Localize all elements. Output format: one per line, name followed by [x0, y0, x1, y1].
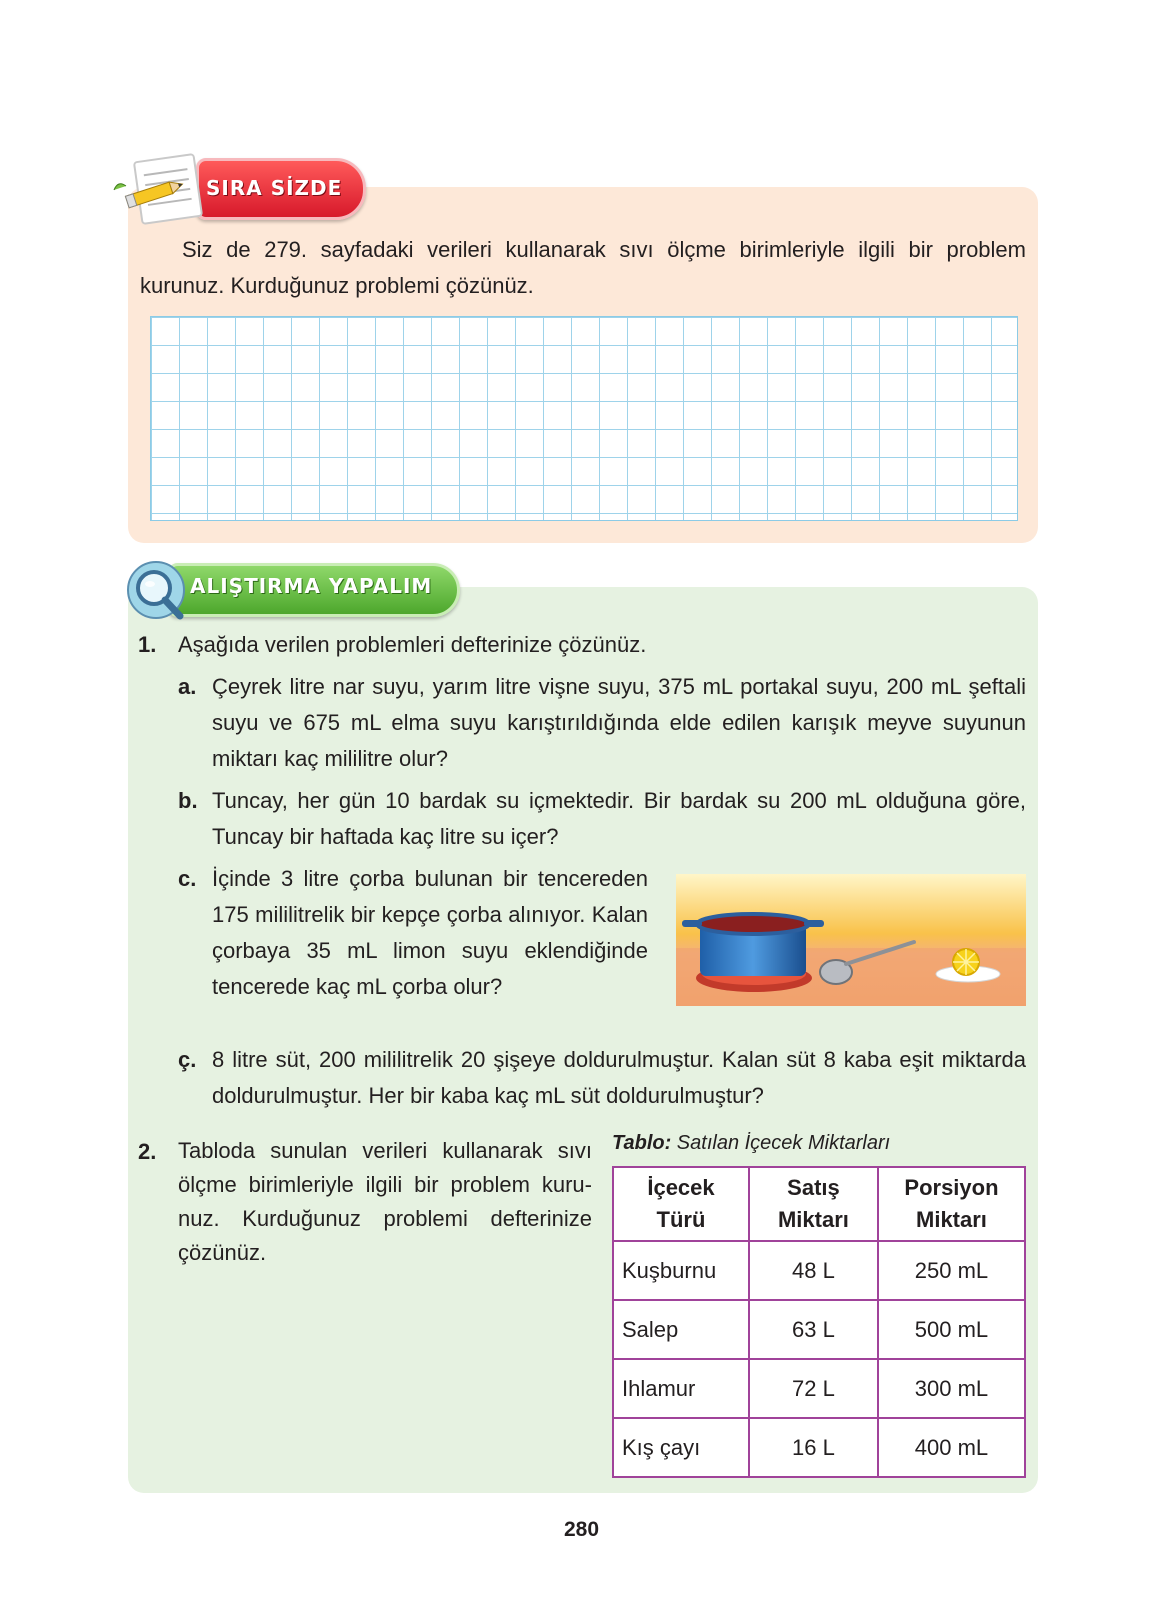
header-line: Satış: [787, 1175, 840, 1200]
page-number: 280: [563, 1518, 600, 1541]
header-line: Porsiyon: [904, 1175, 999, 1200]
header-line: Miktarı: [916, 1207, 987, 1232]
q1-text: Aşağıda verilen problemleri defterinize çözünüz.: [178, 632, 647, 657]
q1-number: 1.: [138, 632, 157, 657]
q1c-text: İçinde 3 litre çorba bulunan bir tencereden 175 mililitrelik bir kepçe çorba alınıyor. Kalan çorbaya 35 mL limon suyu eklendiğinde tencerede kaç mL çorba olur?: [212, 866, 648, 999]
cell-drink: Salep: [613, 1300, 749, 1359]
cell-portion: 250 mL: [878, 1241, 1025, 1300]
cell-sales: 16 L: [749, 1418, 878, 1477]
table-row: [613, 1241, 1025, 1300]
q1a-letter: a.: [178, 674, 197, 699]
table-row: [613, 1359, 1025, 1418]
cell-drink: Ihlamur: [613, 1359, 749, 1418]
table-row: [613, 1418, 1025, 1477]
table-caption-title: Satılan İçecek Miktarları: [671, 1132, 891, 1154]
cell-sales: 63 L: [749, 1300, 878, 1359]
drink-sales-table: [612, 1166, 1026, 1478]
cell-portion: 300 mL: [878, 1359, 1025, 1418]
pencil-notepad-icon: [112, 150, 208, 228]
cell-portion: 500 mL: [878, 1300, 1025, 1359]
magnifier-icon: [120, 556, 192, 626]
q1c2-letter: ç.: [178, 1047, 197, 1072]
table-caption: [612, 1132, 890, 1155]
cell-drink: Kış çayı: [613, 1418, 749, 1477]
header-line: Türü: [656, 1207, 706, 1232]
cell-sales: 72 L: [749, 1359, 878, 1418]
header-icecek-turu: [613, 1167, 749, 1241]
table-header-row: [613, 1167, 1025, 1241]
sira-sizde-text: Siz de 279. sayfadaki verileri kullanarak sıvı ölçme birimleriyle ilgili bir problem kurunuz. Kurduğunuz problemi çözünüz.: [140, 237, 1026, 298]
alistirma-label: ALIŞTIRMA YAPALIM: [190, 574, 433, 598]
q2-text: Tabloda sunulan verileri kullanarak sıvı ölçme birimleriyle ilgili bir problem kurunuz. Kurduğunuz problemi defterinize çözünüz.: [178, 1138, 592, 1265]
q1c2-text: 8 litre süt, 200 mililitrelik 20 şişeye doldurulmuştur. Kalan süt 8 kaba eşit miktarda doldurulmuştur. Her bir kaba kaç mL süt doldurulmuştur?: [212, 1047, 1026, 1108]
cell-portion: 400 mL: [878, 1418, 1025, 1477]
answer-grid[interactable]: [150, 316, 1018, 521]
q1b-letter: b.: [178, 788, 198, 813]
header-porsiyon-miktari: [878, 1167, 1025, 1241]
q1b-text: Tuncay, her gün 10 bardak su içmektedir. Bir bardak su 200 mL olduğuna göre, Tuncay bir haftada kaç litre su içer?: [212, 788, 1026, 849]
q1c-letter: c.: [178, 866, 197, 891]
q2-number: 2.: [138, 1139, 157, 1164]
header-satis-miktari: [749, 1167, 878, 1241]
sira-sizde-label: SIRA SİZDE: [206, 176, 343, 200]
table-caption-label: Tablo:: [612, 1132, 672, 1154]
cell-drink: Kuşburnu: [613, 1241, 749, 1300]
soup-pot-illustration: [676, 874, 1026, 1006]
header-line: İçecek: [647, 1175, 715, 1200]
q1a-text: Çeyrek litre nar suyu, yarım litre vişne suyu, 375 mL portakal suyu, 200 mL şeftali suyu ve 675 mL elma suyu karıştırıldığında elde edilen karışık meyve suyunun miktarı kaç mililitre olur?: [212, 674, 1026, 771]
header-line: Miktarı: [777, 1207, 849, 1232]
table-row: [613, 1300, 1025, 1359]
cell-sales: 48 L: [749, 1241, 878, 1300]
